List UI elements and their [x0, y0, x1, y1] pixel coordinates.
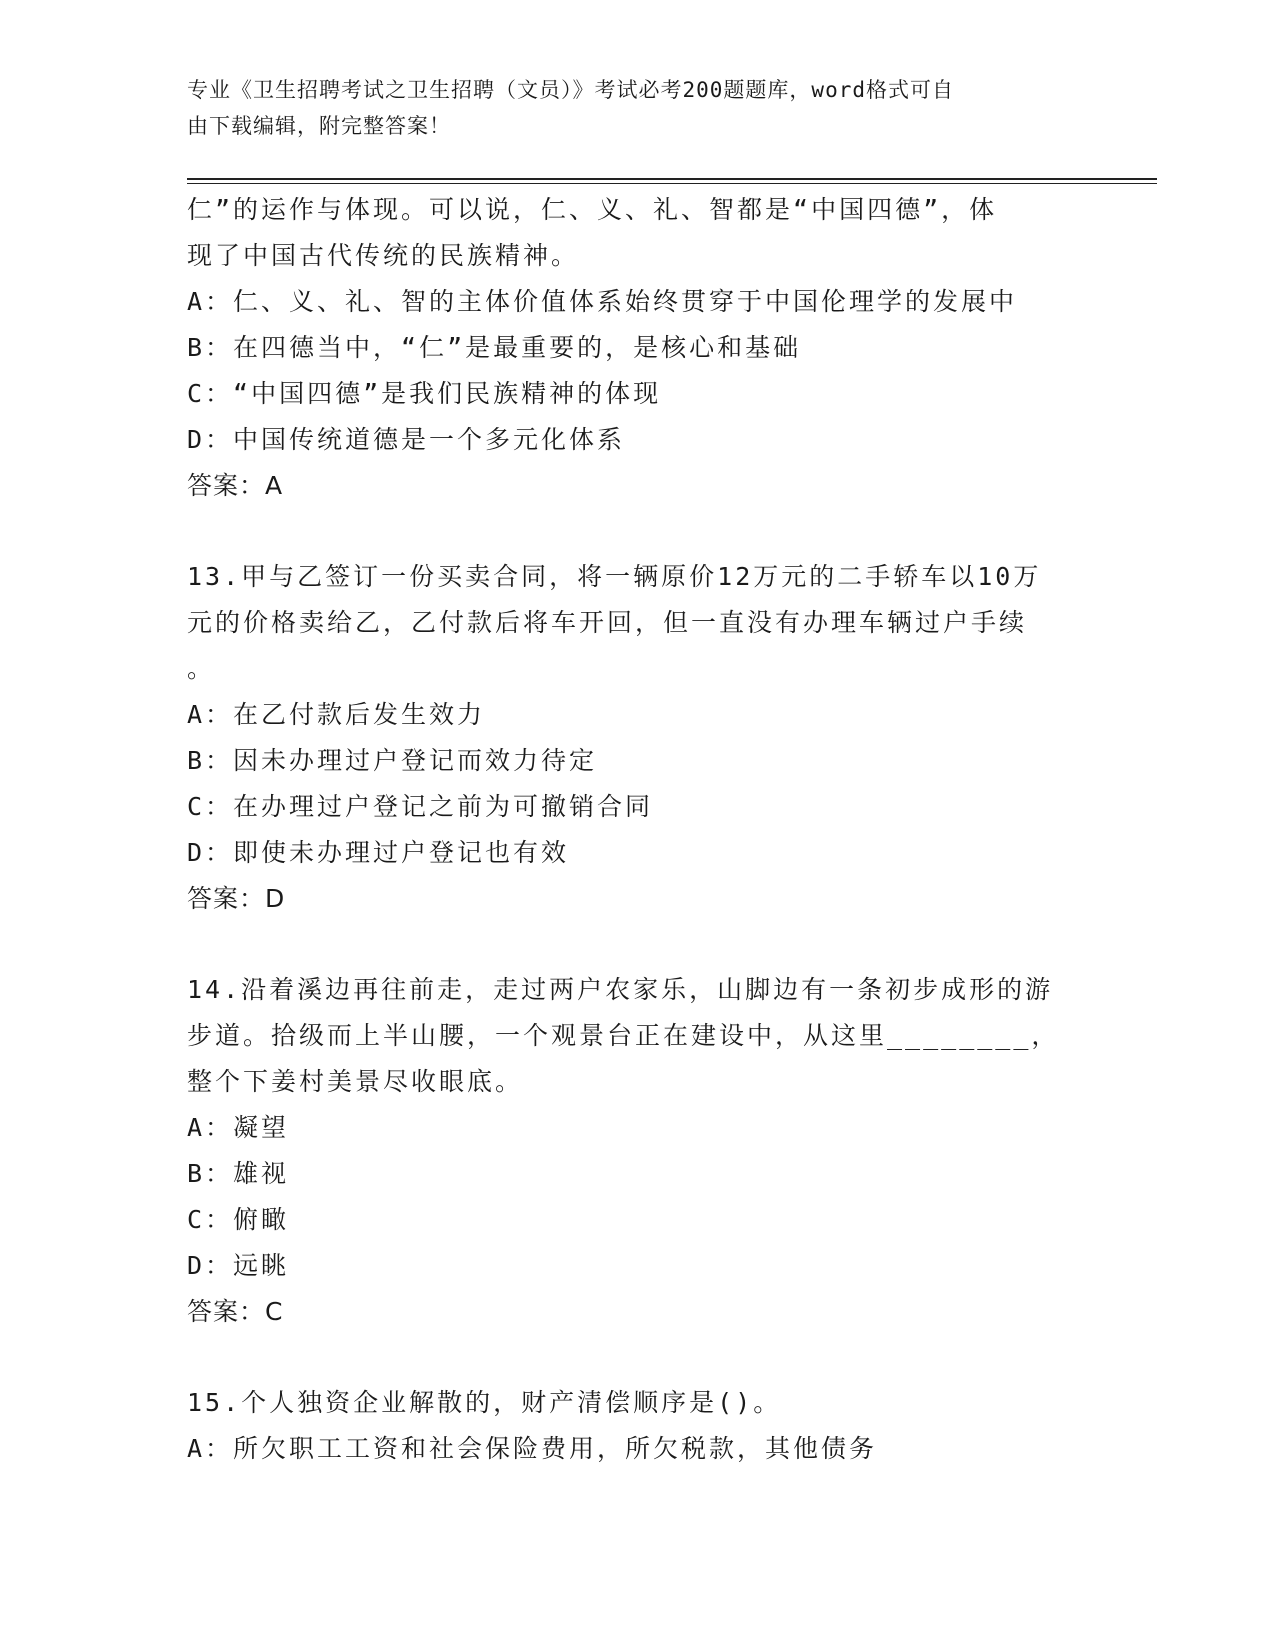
question-text: 15.个人独资企业解散的，财产清偿顺序是()。: [187, 1388, 782, 1417]
answer: 答案：C: [187, 1297, 284, 1326]
option-d: D：远眺: [187, 1251, 290, 1280]
option-a: A：仁、义、礼、智的主体价值体系始终贯穿于中国伦理学的发展中: [187, 287, 1018, 316]
answer: 答案：D: [187, 884, 286, 913]
option-b: B：因未办理过户登记而效力待定: [187, 746, 598, 775]
question-text: 。: [187, 654, 216, 683]
question-15: [187, 1380, 1087, 1472]
question-text: 现了中国古代传统的民族精神。: [187, 241, 580, 270]
question-text: 13.甲与乙签订一份买卖合同，将一辆原价12万元的二手轿车以10万: [187, 562, 1042, 591]
header-divider-thin: [187, 183, 1157, 184]
question-content: [187, 187, 1087, 1472]
question-text: 仁”的运作与体现。可以说，仁、义、礼、智都是“中国四德”，体: [187, 195, 998, 224]
option-a: A：所欠职工工资和社会保险费用，所欠税款，其他债务: [187, 1434, 878, 1463]
option-a: A：在乙付款后发生效力: [187, 700, 486, 729]
header-title-line2: 由下载编辑，附完整答案！: [187, 114, 451, 138]
question-13: [187, 554, 1087, 922]
option-b: B：雄视: [187, 1159, 290, 1188]
option-b: B：在四德当中，“仁”是最重要的，是核心和基础: [187, 333, 802, 362]
spacer: [187, 509, 1087, 554]
question-text: 14.沿着溪边再往前走，走过两户农家乐，山脚边有一条初步成形的游: [187, 975, 1054, 1004]
header-title-line1: 专业《卫生招聘考试之卫生招聘（文员）》考试必考200题题库，word格式可自: [187, 78, 954, 102]
spacer: [187, 1335, 1087, 1380]
option-c: C：在办理过户登记之前为可撤销合同: [187, 792, 654, 821]
option-d: D：即使未办理过户登记也有效: [187, 838, 570, 867]
question-text: 整个下姜村美景尽收眼底。: [187, 1067, 524, 1096]
option-c: C：俯瞰: [187, 1205, 290, 1234]
document-header: [187, 72, 1077, 144]
answer: 答案：A: [187, 471, 284, 500]
question-text: 元的价格卖给乙，乙付款后将车开回，但一直没有办理车辆过户手续: [187, 608, 1028, 637]
spacer: [187, 922, 1087, 967]
option-a: A：凝望: [187, 1113, 290, 1142]
question-14: [187, 967, 1087, 1335]
option-c: C：“中国四德”是我们民族精神的体现: [187, 379, 662, 408]
option-d: D：中国传统道德是一个多元化体系: [187, 425, 626, 454]
header-divider-thick: [187, 178, 1157, 180]
question-text: 步道。拾级而上半山腰，一个观景台正在建设中，从这里________，: [187, 1021, 1060, 1050]
question-12: [187, 187, 1087, 509]
